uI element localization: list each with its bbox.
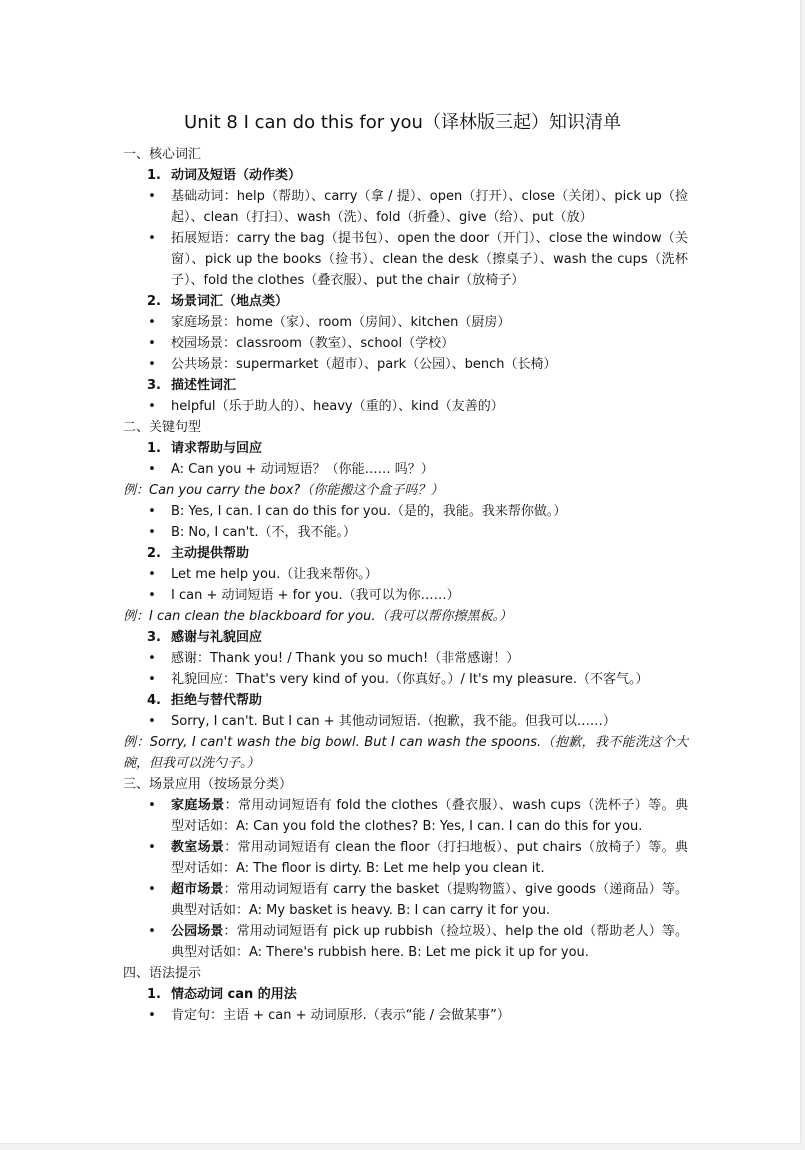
list-item [148, 564, 688, 585]
list-item-text: 基础动词：help（帮助）、carry（拿 / 提）、open（打开）、close（关闭）、pick up（捡起）、clean（打扫）、wash（洗）、fold（折叠）、give（给）、put（放） [171, 189, 688, 225]
list-item-text [171, 921, 688, 963]
scene-text: ：常用动词短语有 clean the floor（打扫地板）、put chairs（放椅子）等。典型对话如：A: The floor is dirty. B: Let me help you clean it. [171, 840, 688, 876]
list-item [148, 228, 688, 291]
bullet-icon: • [148, 840, 156, 855]
list-item [148, 585, 688, 606]
list-item [148, 354, 688, 375]
list-number: 4. [147, 693, 161, 708]
list-item-text: 公共场景：supermarket（超市）、park（公园）、bench（长椅） [171, 357, 557, 372]
list-item [148, 186, 688, 228]
bullet-icon: • [148, 357, 156, 372]
subheading-label: 描述性词汇 [171, 378, 237, 393]
bullet-icon: • [148, 651, 156, 666]
subheading-offer-help [147, 543, 688, 564]
list-item [148, 879, 688, 921]
list-item-text [171, 837, 688, 879]
scene-label: 教室场景 [171, 840, 225, 855]
list-item [148, 312, 688, 333]
list-item-text: helpful（乐于助人的）、heavy（重的）、kind（友善的） [171, 399, 504, 414]
subheading-descriptive-words [147, 375, 688, 396]
scene-label: 超市场景 [171, 882, 224, 897]
subheading-modal-can [147, 984, 688, 1005]
section-heading-grammar: 四、语法提示 [123, 966, 202, 981]
subheading-label: 情态动词 can 的用法 [171, 987, 297, 1002]
example-sentence: 例：I can clean the blackboard for you.（我可以帮你擦黑板。） [123, 609, 512, 624]
bullet-icon: • [148, 399, 156, 414]
list-item [148, 837, 688, 879]
list-item-text: 校园场景：classroom（教室）、school（学校） [171, 336, 455, 351]
subheading-thanks [147, 627, 688, 648]
list-number: 3. [147, 630, 161, 645]
bullet-icon: • [148, 336, 156, 351]
section-heading-scene-application: 三、场景应用（按场景分类） [123, 777, 293, 792]
list-item-text: 家庭场景：home（家）、room（房间）、kitchen（厨房） [171, 315, 511, 330]
list-item [148, 921, 688, 963]
list-item-text: Let me help you.（让我来帮你。） [171, 567, 378, 582]
list-item [148, 1005, 688, 1026]
subheading-label: 场景词汇（地点类） [171, 294, 289, 309]
scene-label: 公园场景 [171, 924, 224, 939]
list-item [148, 795, 688, 837]
bullet-icon: • [148, 189, 156, 204]
subheading-label: 拒绝与替代帮助 [171, 693, 263, 708]
subheading-refuse [147, 690, 688, 711]
bullet-icon: • [148, 672, 156, 687]
subheading-verbs [147, 165, 688, 186]
list-item [148, 333, 688, 354]
bullet-icon: • [148, 462, 156, 477]
list-number: 2. [147, 294, 161, 309]
scene-text: ：常用动词短语有 carry the basket（提购物篮）、give goods（递商品）等。典型对话如：A: My basket is heavy. B: I can carry it for you. [171, 882, 688, 918]
example-sentence: 例：Can you carry the box?（你能搬这个盒子吗？） [123, 483, 444, 498]
bullet-icon: • [148, 714, 156, 729]
list-item-text: Sorry, I can't. But I can + 其他动词短语.（抱歉，我不能。但我可以……） [171, 714, 616, 729]
bullet-icon: • [148, 882, 156, 897]
bullet-icon: • [148, 588, 156, 603]
subheading-label: 动词及短语（动作类） [171, 168, 302, 183]
list-item-text: 拓展短语：carry the bag（提书包）、open the door（开门）、close the window（关窗）、pick up the books（捡书）、clean the desk（擦桌子）、wash the cups（洗杯子）、fold the clothes（叠衣服）、put the chair（放椅子） [171, 231, 688, 288]
example-sentence: 例：Sorry, I can't wash the big bowl. But I can wash the spoons.（抱歉，我不能洗这个大碗，但我可以洗勺子。） [123, 735, 688, 771]
subheading-label: 主动提供帮助 [171, 546, 250, 561]
list-number: 1. [147, 441, 161, 456]
subheading-ask-help [147, 438, 688, 459]
bullet-icon: • [148, 525, 156, 540]
list-item-text: B: No, I can't.（不，我不能。） [171, 525, 356, 540]
bullet-icon: • [148, 504, 156, 519]
section-heading-key-sentences: 二、关键句型 [123, 420, 202, 435]
list-item-text: 礼貌回应：That's very kind of you.（你真好。）/ It's my pleasure.（不客气。） [171, 672, 649, 687]
list-number: 3. [147, 378, 161, 393]
list-number: 1. [147, 168, 161, 183]
list-number: 1. [147, 987, 161, 1002]
bullet-icon: • [148, 315, 156, 330]
list-item-text: 肯定句：主语 + can + 动词原形.（表示“能 / 会做某事”） [171, 1008, 510, 1023]
list-item-text [171, 795, 688, 837]
section-heading-core-vocabulary: 一、核心词汇 [123, 147, 202, 162]
list-number: 2. [147, 546, 161, 561]
subheading-label: 请求帮助与回应 [171, 441, 263, 456]
list-item-text: I can + 动词短语 + for you.（我可以为你……） [171, 588, 460, 603]
bullet-icon: • [148, 567, 156, 582]
bullet-icon: • [148, 924, 156, 939]
document-title: Unit 8 I can do this for you（译林版三起）知识清单 [184, 112, 621, 133]
scene-text: ：常用动词短语有 fold the clothes（叠衣服）、wash cups（洗杯子）等。典型对话如：A: Can you fold the clothes? B: Yes, I can. I can do this for you. [171, 798, 688, 834]
subheading-scene-vocabulary [147, 291, 688, 312]
subheading-label: 感谢与礼貌回应 [171, 630, 263, 645]
list-item [148, 459, 688, 480]
document-body [123, 144, 688, 1026]
list-item [148, 648, 688, 669]
list-item [148, 711, 688, 732]
scene-text: ：常用动词短语有 pick up rubbish（捡垃圾）、help the old（帮助老人）等。典型对话如：A: There's rubbish here. B: Let me pick it up for you. [171, 924, 688, 960]
bullet-icon: • [148, 231, 156, 246]
list-item [148, 396, 688, 417]
list-item-text: A: Can you + 动词短语？（你能…… 吗？） [171, 462, 434, 477]
bullet-icon: • [148, 798, 156, 813]
list-item [148, 669, 688, 690]
list-item-text: B: Yes, I can. I can do this for you.（是的，我能。我来帮你做。） [171, 504, 567, 519]
scene-label: 家庭场景 [171, 798, 225, 813]
list-item-text: 感谢：Thank you! / Thank you so much!（非常感谢！） [171, 651, 520, 666]
list-item-text [171, 879, 688, 921]
list-item [148, 501, 688, 522]
bullet-icon: • [148, 1008, 156, 1023]
list-item [148, 522, 688, 543]
